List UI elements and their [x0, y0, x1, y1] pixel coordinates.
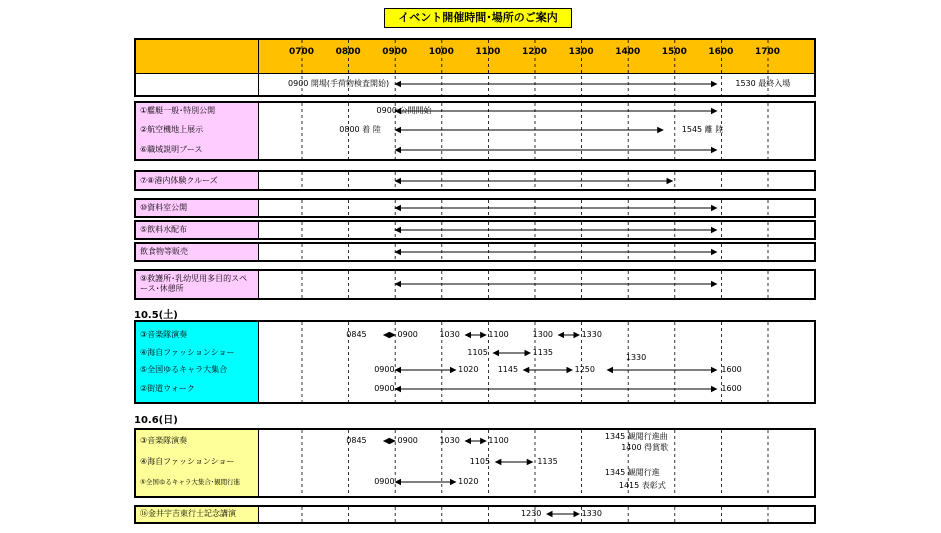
time-annotation-r15-0: 0900 — [374, 477, 395, 486]
time-annotation-r13-4: 1345 観閲行進曲 — [604, 432, 668, 441]
page-title: イベント開催時間･場所のご案内 — [384, 8, 572, 28]
time-annotation-r11-1: 1020 — [458, 365, 479, 374]
time-tick-0900: 0900 — [382, 47, 408, 57]
time-annotation-r13-2: 1030 — [439, 436, 460, 445]
date-label-sat: 10.5(土) — [134, 310, 178, 321]
row-label-r2: ②航空機地上展示 — [140, 125, 204, 134]
row-label-r3: ⑥職域説明ブース — [140, 145, 203, 154]
time-annotation-r12-0: 0900 — [374, 384, 395, 393]
time-annotation-r9-5: 1330 — [581, 330, 602, 339]
time-tick-1000: 1000 — [428, 47, 454, 57]
row-label-r12: ②街道ウォーク — [140, 384, 195, 393]
row-label-r6: ⑤飲料水配布 — [140, 225, 188, 234]
time-annotation-r10-0: 1105 — [467, 348, 488, 357]
time-tick-1600: 1600 — [708, 47, 734, 57]
time-annotation-r13-1: 0900 — [397, 436, 418, 445]
time-annotation-r15-1: 1020 — [458, 477, 479, 486]
time-annotation-r11-0: 0900 — [374, 365, 395, 374]
row-label-r9: ③音楽隊演奏 — [140, 330, 188, 339]
time-annotation-r9-1: 0900 — [397, 330, 418, 339]
time-annotation-r1-0: 0900 公開開始 — [376, 106, 432, 115]
time-tick-1100: 1100 — [475, 47, 501, 57]
time-tick-0700: 0700 — [289, 47, 315, 57]
time-annotation-r0-1: 1530 最終入場 — [735, 79, 791, 88]
time-annotation-r16-0: 1230 — [521, 509, 542, 518]
time-annotation-r14-2: 1345 観閲行進 — [604, 468, 660, 477]
time-annotation-r11-5: 1600 — [721, 365, 742, 374]
time-tick-0800: 0800 — [335, 47, 361, 57]
row-label-r14: ④海自ファッションショー — [140, 457, 235, 466]
time-tick-1500: 1500 — [661, 47, 687, 57]
time-annotation-r14-1: 1135 — [537, 457, 558, 466]
time-annotation-r16-1: 1330 — [581, 509, 602, 518]
time-tick-1400: 1400 — [615, 47, 641, 57]
time-annotation-r0-0: 0900 開場(手荷物検査開始) — [288, 79, 390, 88]
time-annotation-r9-3: 1100 — [488, 330, 509, 339]
row-label-r7: 飲食物等販売 — [140, 247, 188, 256]
row-label-r4: ⑦⑧港内体験クルーズ — [140, 176, 218, 185]
time-annotation-r9-4: 1300 — [532, 330, 554, 339]
time-annotation-r11-4: 1330 — [625, 353, 647, 362]
row-label-r10: ④海自ファッションショー — [140, 348, 235, 357]
time-tick-1300: 1300 — [568, 47, 594, 57]
row-label-r16: ⑯金井宇吉東行士記念講演 — [140, 509, 236, 518]
time-annotation-r2-1: 1545 離 陸 — [681, 125, 724, 134]
time-annotation-r13-3: 1100 — [488, 436, 509, 445]
row-label-r11: ⑤全国ゆるキャラ大集合 — [140, 365, 228, 374]
row-label-r15: ⑤全国ゆるキャラ大集合･観閲行進 — [140, 478, 241, 486]
row-label-r13: ③音楽隊演奏 — [140, 436, 188, 445]
time-annotation-r2-0: 0800 着 陸 — [339, 125, 381, 134]
time-annotation-r9-2: 1030 — [439, 330, 460, 339]
time-annotation-r10-1: 1135 — [532, 348, 554, 357]
time-annotation-r13-0: 0845 — [346, 436, 367, 445]
time-annotation-r13-5: 1400 得賞歌 — [621, 443, 669, 452]
time-annotation-r14-0: 1105 — [469, 457, 491, 466]
time-annotation-r11-3: 1250 — [574, 365, 595, 374]
time-tick-1700: 1700 — [755, 47, 781, 57]
date-label-sun: 10.6(日) — [134, 415, 178, 426]
time-tick-1200: 1200 — [522, 47, 548, 57]
time-annotation-r12-1: 1600 — [721, 384, 742, 393]
row-label-r1: ①艦艇一般･特別公開 — [140, 106, 216, 115]
time-annotation-r11-2: 1145 — [497, 365, 519, 374]
row-label-r5: ⑩資料室公開 — [140, 203, 188, 212]
time-annotation-r9-0: 0845 — [346, 330, 367, 339]
row-label-r8: ⑨救護所･乳幼児用多目的スペース･休憩所 — [140, 274, 248, 293]
time-annotation-r15-2: 1415 表彰式 — [618, 481, 666, 490]
